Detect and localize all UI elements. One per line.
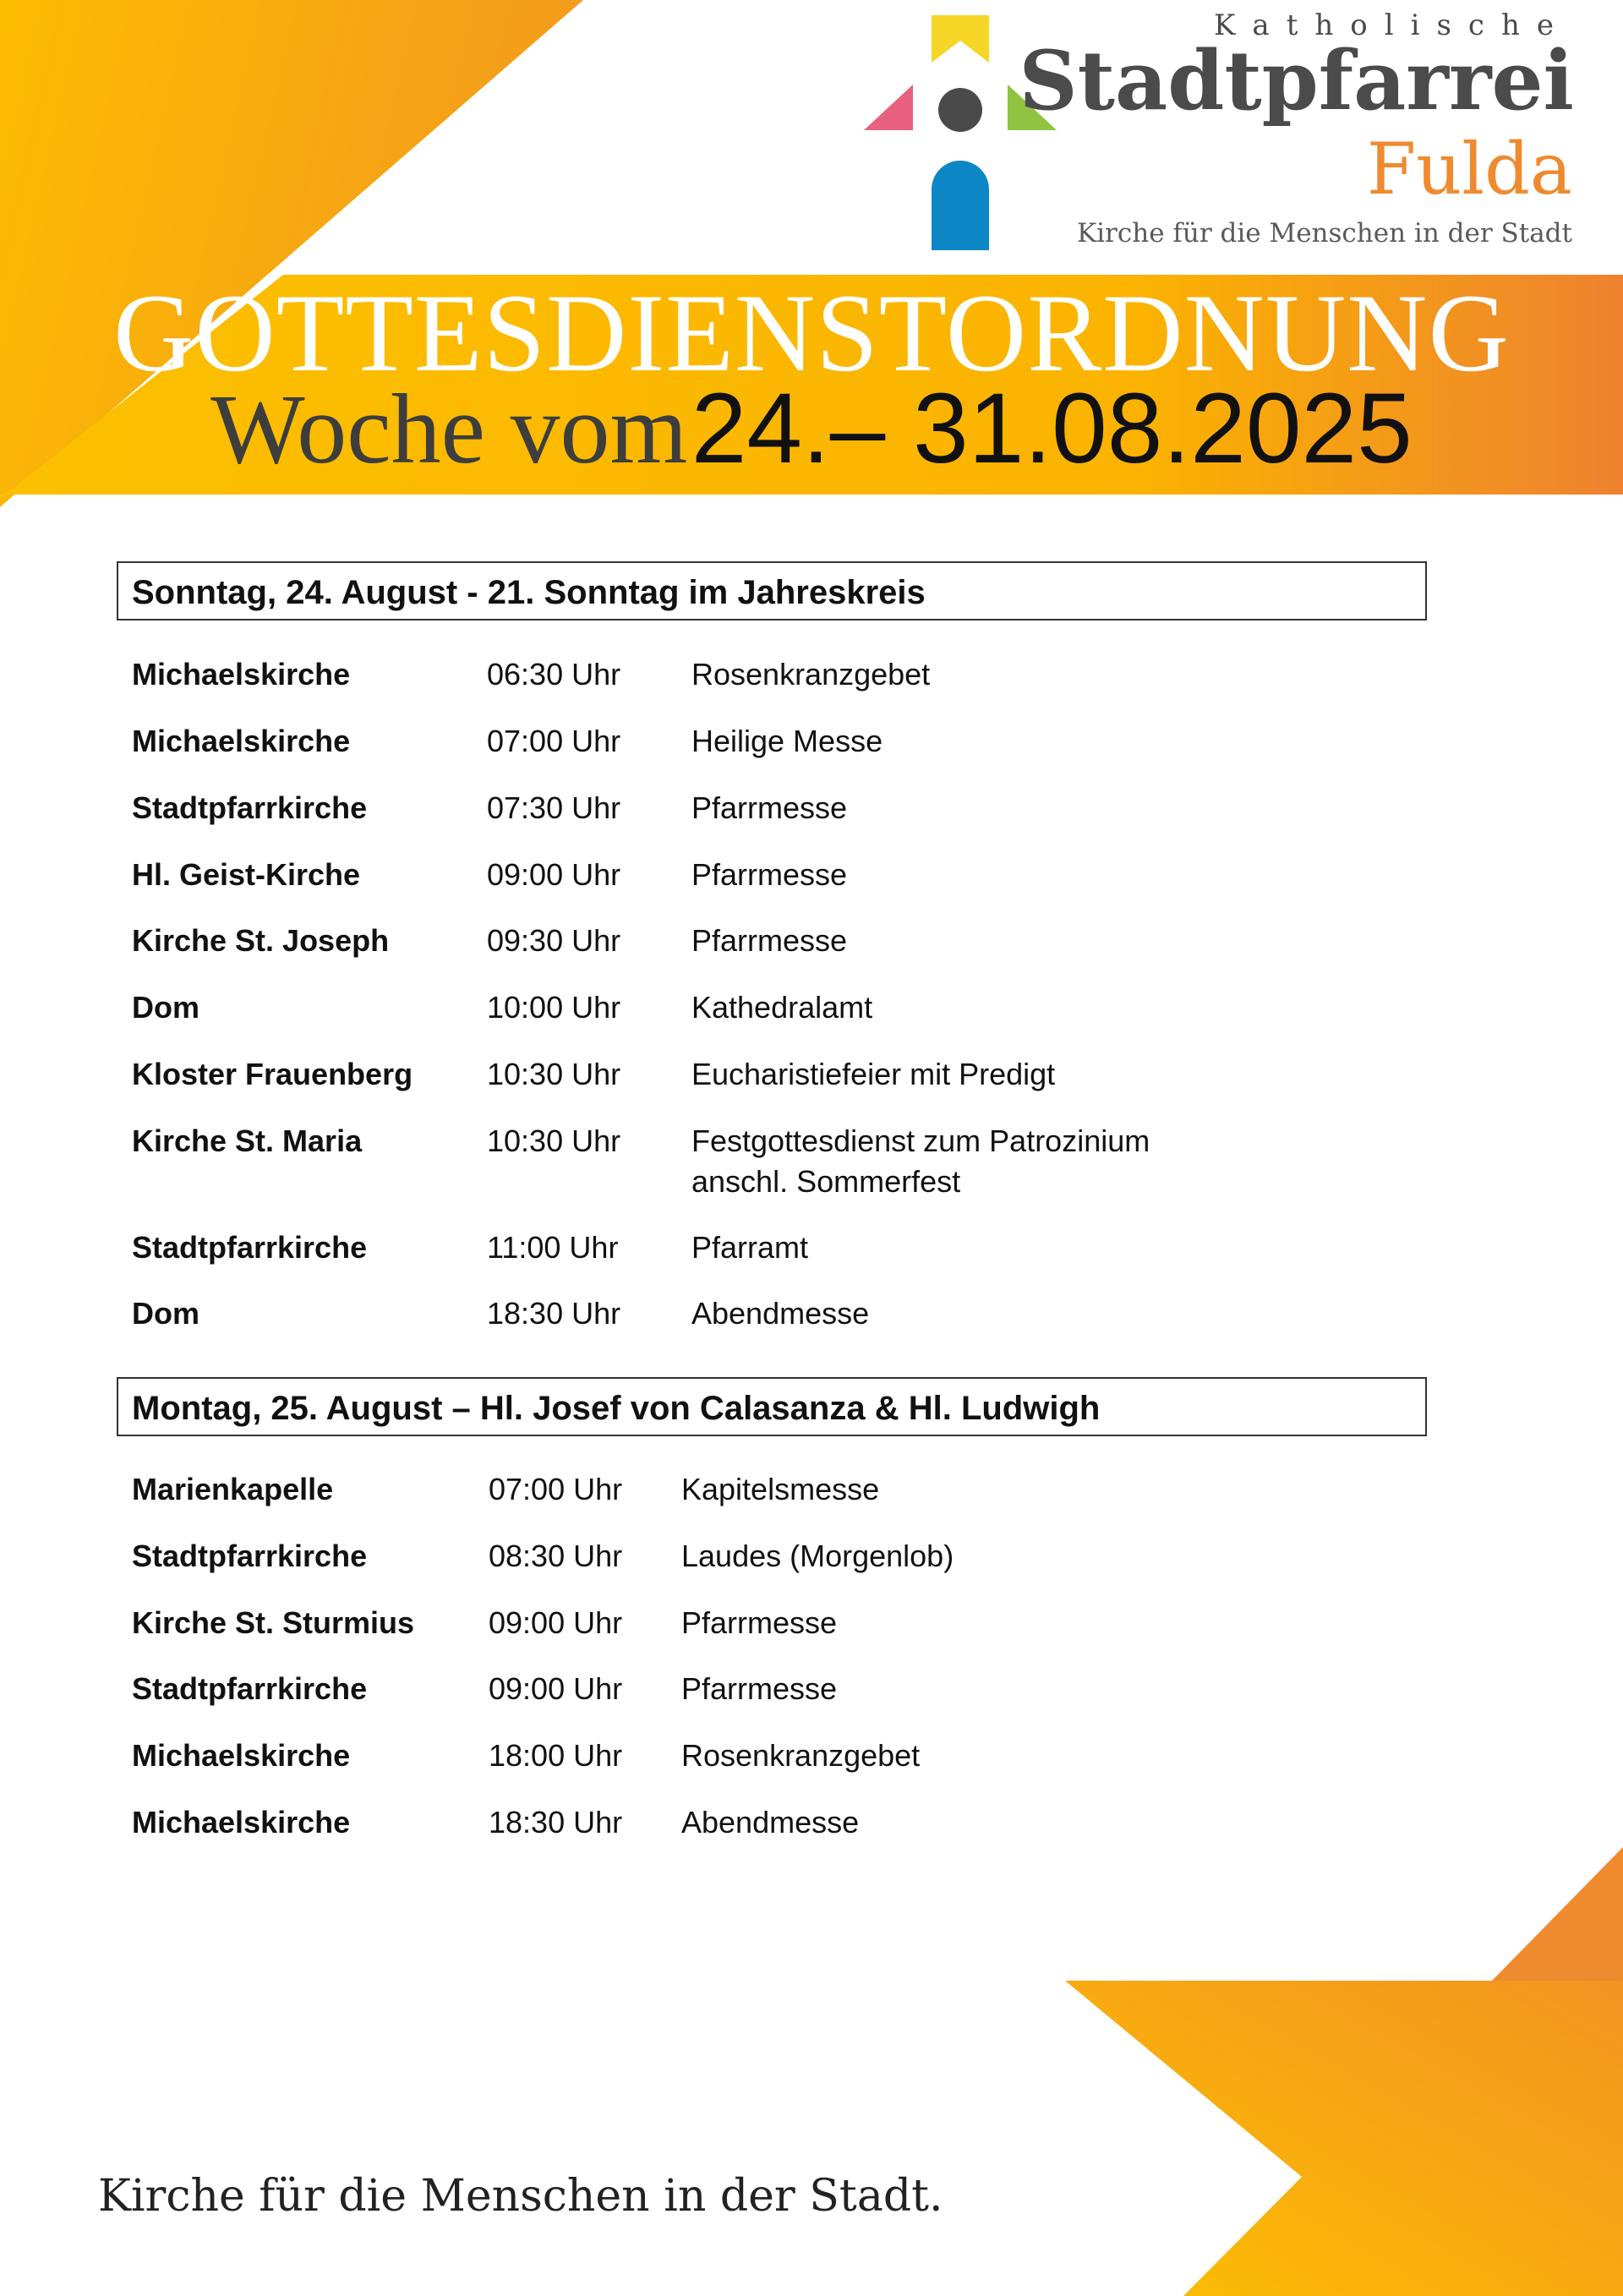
church-name: Stadtpfarrkirche — [132, 790, 368, 825]
corner-shape-bottom-right — [1065, 1981, 1623, 2296]
service-time: 18:30 Uhr — [487, 1296, 621, 1331]
church-name: Dom — [132, 990, 199, 1025]
church-name: Kloster Frauenberg — [132, 1057, 413, 1091]
logo-main-text: Stadtpfarrei — [1019, 33, 1574, 128]
service-time: 07:00 Uhr — [487, 724, 621, 758]
corner-triangle-bottom-right — [1492, 1847, 1623, 1981]
service-name: Pfarrmesse — [681, 1605, 838, 1640]
service-time: 07:00 Uhr — [489, 1472, 623, 1506]
service-name: Laudes (Morgenlob) — [681, 1539, 954, 1573]
logo-top-text: Katholische — [1214, 8, 1571, 42]
service-name: Festgottesdienst zum Patrozinium anschl. Sommerfest — [691, 1123, 1150, 1199]
service-time: 09:00 Uhr — [487, 857, 621, 892]
service-time: 07:30 Uhr — [487, 790, 621, 825]
church-name: Marienkapelle — [132, 1472, 334, 1506]
service-name: Pfarrmesse — [691, 790, 848, 825]
service-time: 08:30 Uhr — [489, 1539, 623, 1573]
church-name: Kirche St. Maria — [132, 1123, 363, 1158]
service-time: 09:30 Uhr — [487, 923, 621, 958]
church-name: Kirche St. Joseph — [132, 923, 390, 958]
logo-city-text: Fulda — [1366, 128, 1572, 210]
day-heading: Sonntag, 24. August - 21. Sonntag im Jahreskreis — [117, 561, 1427, 620]
service-time: 09:00 Uhr — [489, 1605, 623, 1640]
service-time: 10:00 Uhr — [487, 990, 621, 1025]
church-name: Michaelskirche — [132, 1738, 351, 1773]
service-name: Pfarrmesse — [681, 1671, 838, 1706]
service-time: 10:30 Uhr — [487, 1123, 621, 1158]
service-name: Abendmesse — [681, 1805, 860, 1840]
service-name: Abendmesse — [691, 1296, 870, 1331]
service-name: Eucharistiefeier mit Predigt — [691, 1057, 1056, 1091]
service-name: Pfarrmesse — [691, 857, 848, 892]
logo-tagline: Kirche für die Menschen in der Stadt — [1076, 218, 1572, 249]
day-heading: Montag, 25. August – Hl. Josef von Calasanza & Hl. Ludwigh — [117, 1377, 1427, 1436]
week-dates: 24.– 31.08.2025 — [691, 373, 1413, 484]
church-name: Kirche St. Sturmius — [132, 1605, 415, 1640]
church-name: Dom — [132, 1296, 199, 1331]
service-name: Pfarrmesse — [691, 923, 848, 958]
service-time: 10:30 Uhr — [487, 1057, 621, 1091]
service-time: 11:00 Uhr — [487, 1230, 619, 1265]
church-name: Michaelskirche — [132, 657, 351, 692]
church-name: Stadtpfarrkirche — [132, 1230, 368, 1265]
service-name: Heilige Messe — [691, 724, 883, 758]
service-name: Kapitelsmesse — [681, 1472, 880, 1506]
church-name: Michaelskirche — [132, 724, 351, 758]
service-time: 18:00 Uhr — [489, 1738, 623, 1773]
service-time: 18:30 Uhr — [489, 1805, 623, 1840]
page-title: GOTTESDIENSTORDNUNG — [113, 271, 1510, 395]
service-name: Kathedralamt — [691, 990, 873, 1025]
service-name: Rosenkranzgebet — [691, 657, 931, 692]
service-time: 09:00 Uhr — [489, 1671, 623, 1706]
service-time: 06:30 Uhr — [487, 657, 621, 692]
week-range — [0, 373, 1623, 484]
church-name: Stadtpfarrkirche — [132, 1539, 368, 1573]
church-name: Hl. Geist-Kirche — [132, 857, 361, 892]
footer-slogan: Kirche für die Menschen in der Stadt. — [98, 2171, 943, 2222]
church-name: Michaelskirche — [132, 1805, 351, 1840]
service-name: Pfarramt — [691, 1230, 809, 1265]
service-name: Rosenkranzgebet — [681, 1738, 921, 1773]
church-name: Stadtpfarrkirche — [132, 1671, 368, 1706]
week-label: Woche vom — [210, 374, 688, 484]
